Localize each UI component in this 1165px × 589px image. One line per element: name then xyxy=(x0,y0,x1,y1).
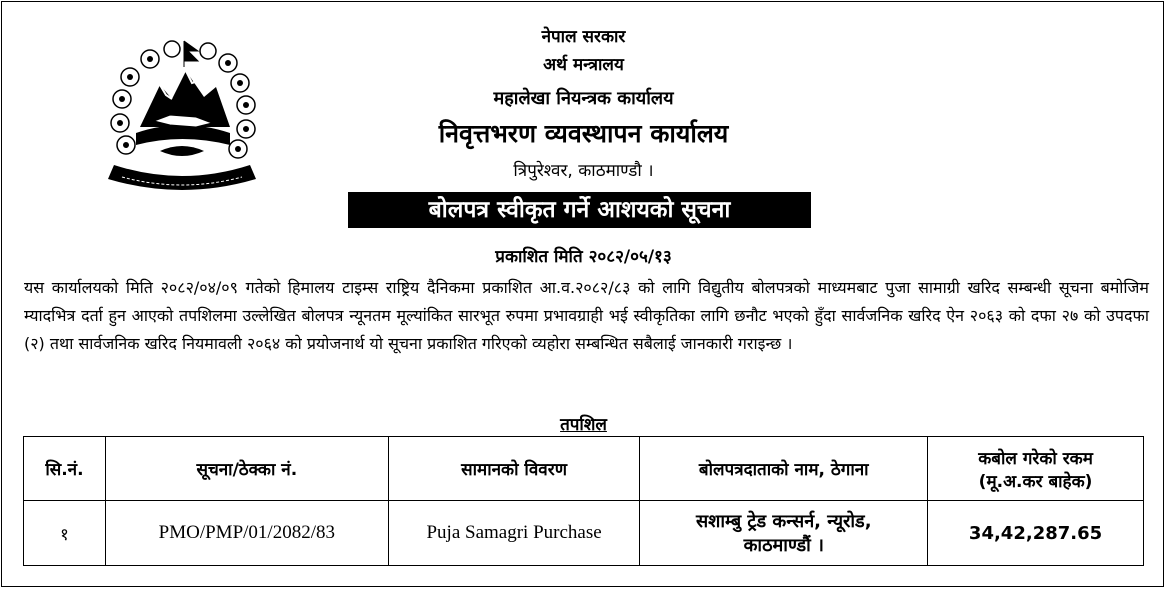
schedule-label: तपशिल xyxy=(560,415,607,435)
header-notice-no: सूचना/ठेक्का नं. xyxy=(105,437,388,501)
header-bidder: बोलपत्रदाताको नाम, ठेगाना xyxy=(640,437,928,501)
table-header-row xyxy=(24,437,1144,501)
cell-amount: 34,42,287.65 xyxy=(928,501,1144,566)
header-description: सामानको विवरण xyxy=(388,437,640,501)
header-sn: सि.नं. xyxy=(24,437,106,501)
header-amount xyxy=(928,437,1144,501)
cell-bidder xyxy=(640,501,928,566)
notice-title: बोलपत्र स्वीकृत गर्ने आशयको सूचना xyxy=(348,192,811,228)
cell-notice-no: PMO/PMP/01/2082/83 xyxy=(105,501,388,566)
ministry-name: अर्थ मन्त्रालय xyxy=(543,55,624,75)
header-amount-line2: (मू.अ.कर बाहेक) xyxy=(978,471,1093,492)
department-name: महालेखा नियन्त्रक कार्यालय xyxy=(493,88,674,109)
notice-body: यस कार्यालयको मिति २०८२/०४/०९ गतेको हिमालय टाइम्स राष्ट्रिय दैनिकमा प्रकाशित आ.व.२०८२/८३ को लागि विद्युतीय बोलपत्रको माध्यमबाट पुजा सामाग्री खरिद सम्बन्धी सूचना बमोजिम म्यादभित्र दर्ता हुन आएको तपशिलमा उल्लेखित बोलपत्र न्यूनतम मूल्यांकित सारभूत रुपमा प्रभावग्राही भई स्वीकृतिका लागि छनौट भएको हुँदा सार्वजनिक खरिद ऐन २०६३ को दफा २७ को उपदफा (२) तथा सार्वजनिक खरिद नियमावली २०६४ को प्रयोजनार्थ यो सूचना प्रकाशित गरिएको व्यहोरा सम्बन्धित सबैलाई जानकारी गराइन्छ । xyxy=(24,278,1149,353)
schedule-heading xyxy=(2,412,1165,435)
table-row xyxy=(24,501,1144,566)
government-name: नेपाल सरकार xyxy=(541,27,626,47)
bid-table xyxy=(23,436,1144,566)
cell-bidder-line1: सशाम्बु ट्रेड कन्सर्न, न्यूरोड, xyxy=(695,511,872,532)
notice-document xyxy=(1,1,1164,587)
cell-bidder-line2: काठमाण्डौं । xyxy=(743,535,824,556)
office-address: त्रिपुरेश्वर, काठमाण्डौ । xyxy=(513,161,654,181)
published-date: प्रकाशित मिति २०८२/०५/१३ xyxy=(495,247,672,267)
cell-sn: १ xyxy=(24,501,106,566)
header-amount-line1: कबोल गरेको रकम xyxy=(978,448,1093,469)
cell-description: Puja Samagri Purchase xyxy=(388,501,640,566)
office-name: निवृत्तभरण व्यवस्थापन कार्यालय xyxy=(438,119,729,148)
